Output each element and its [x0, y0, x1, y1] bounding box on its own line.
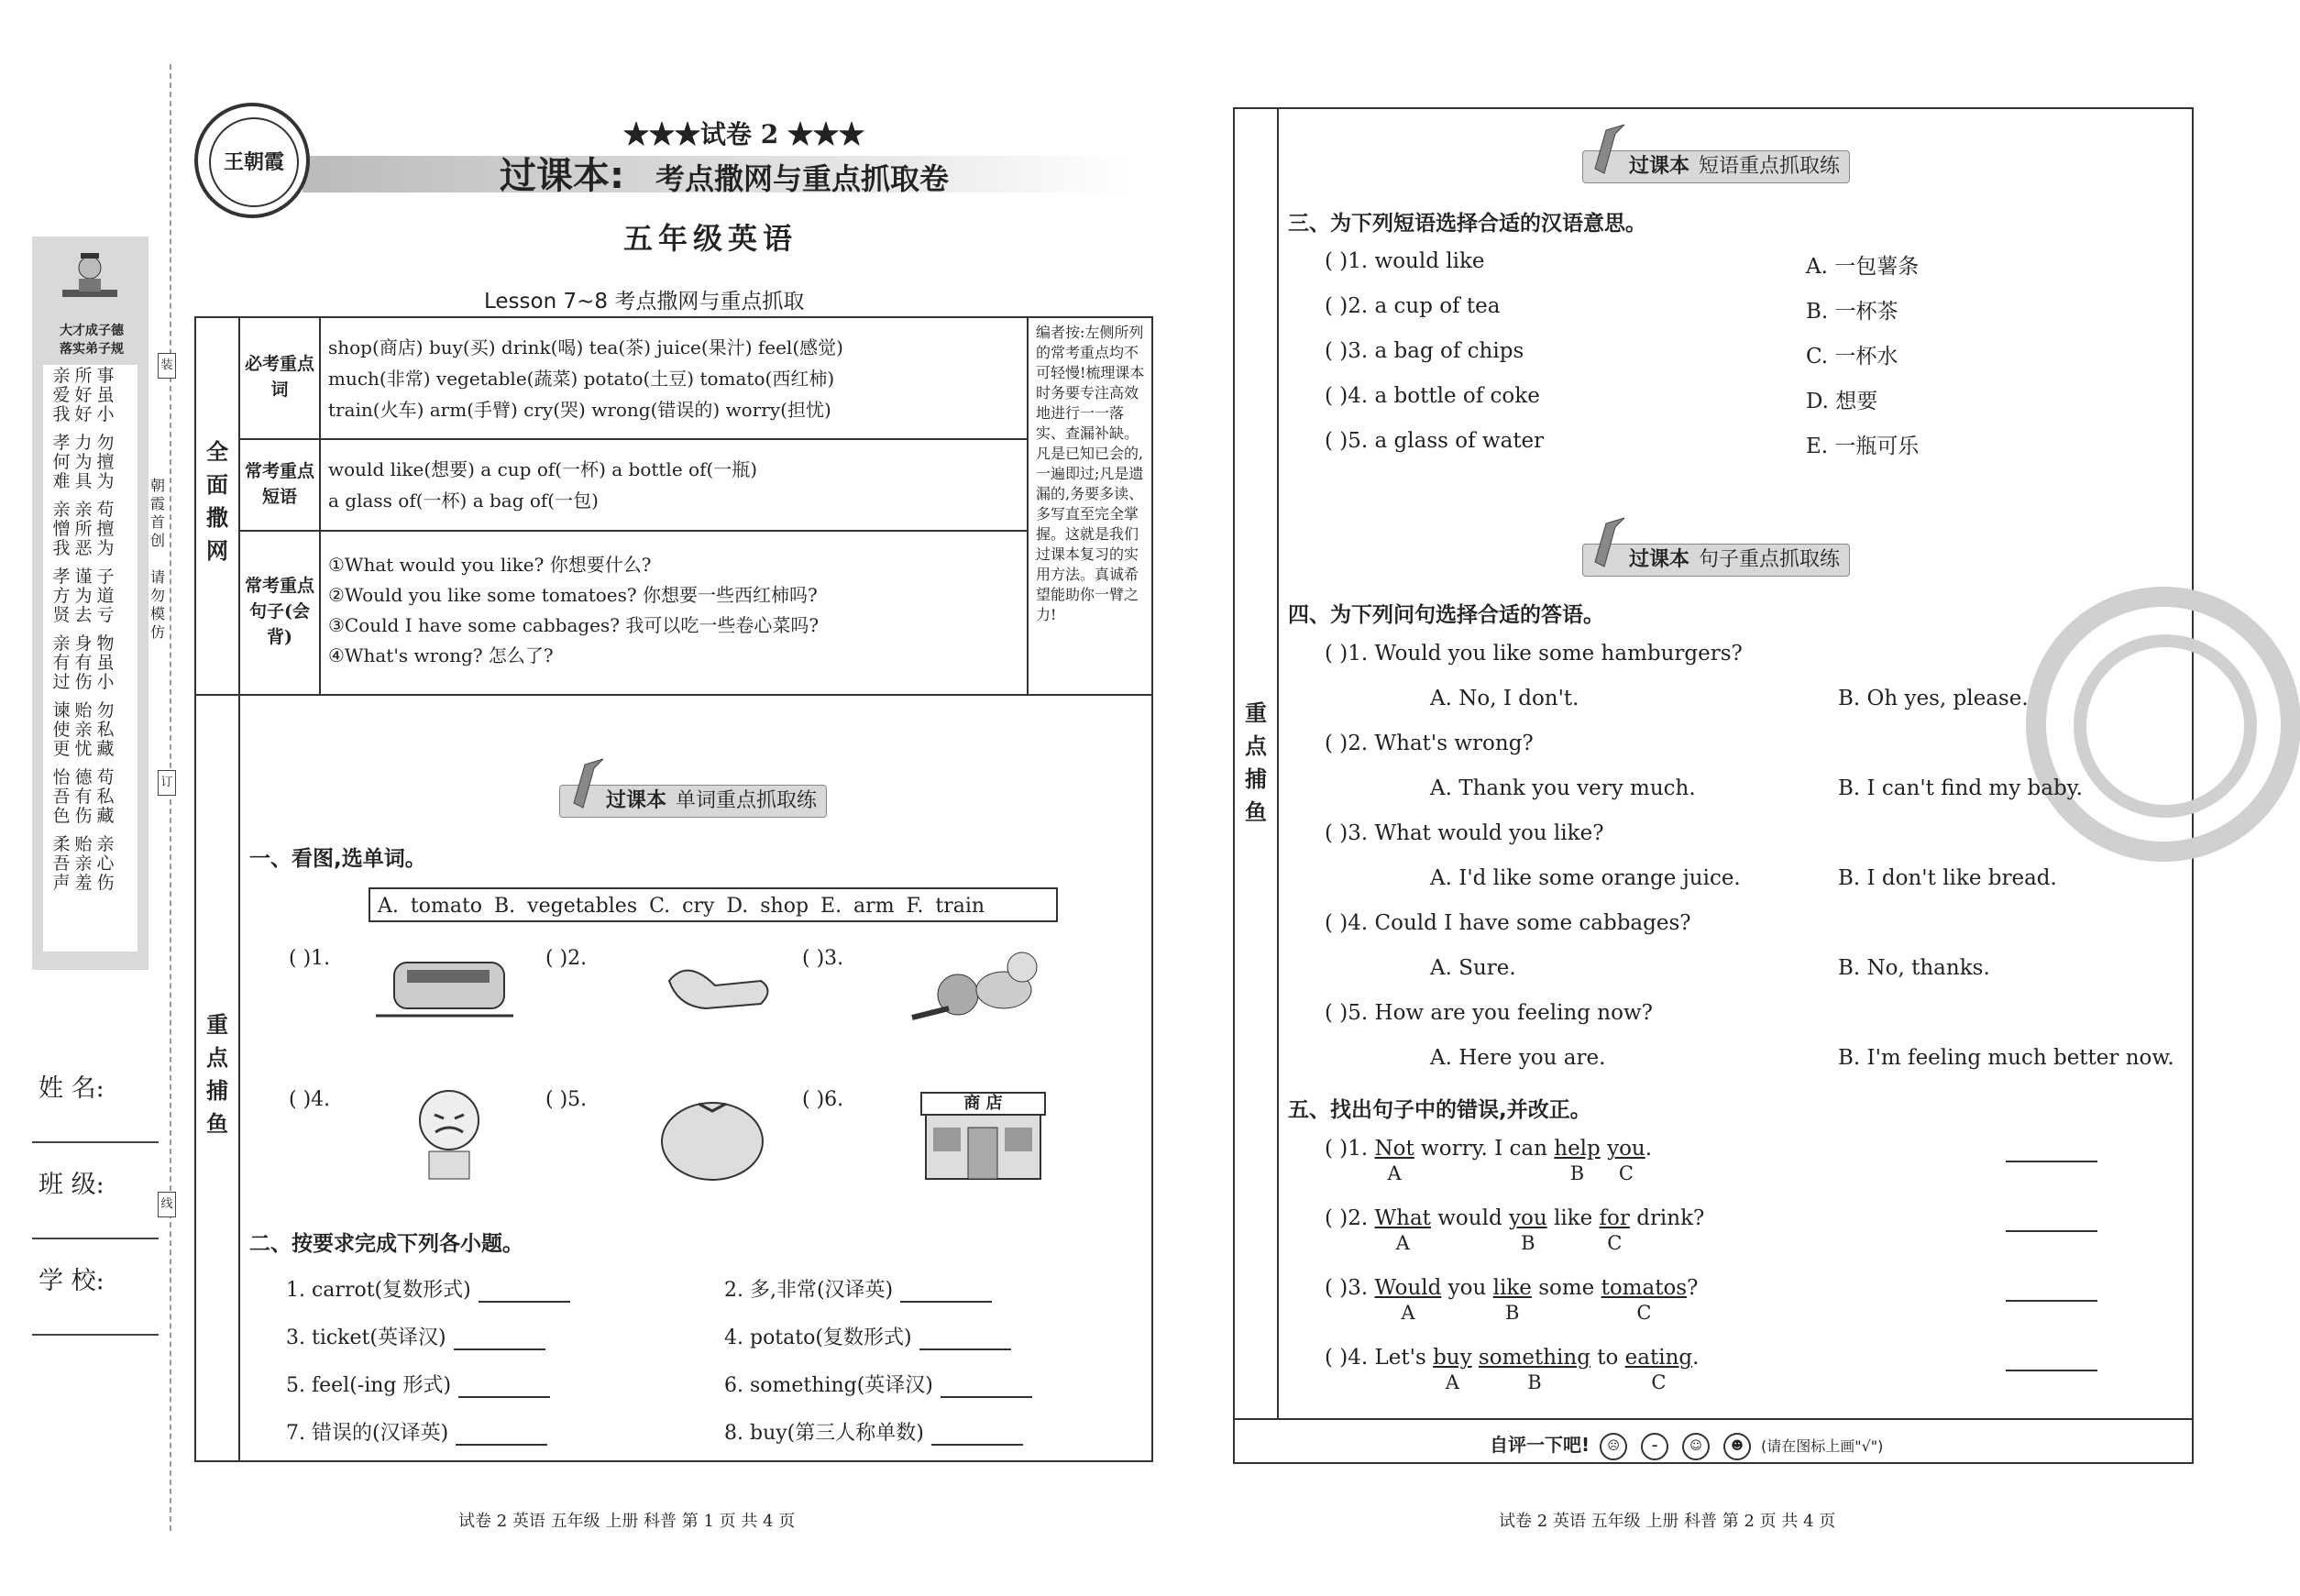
- poem-char: 贻: [74, 700, 93, 721]
- section-1-title: 一、看图,选单词。: [249, 847, 426, 871]
- sentence-question: ( )3. What would you like?: [1325, 821, 1604, 845]
- poem-char: 孝: [52, 567, 71, 587]
- poem-char: 憎: [52, 519, 71, 539]
- practice-header-sentences: 过课本 句子重点抓取练: [1582, 544, 1850, 577]
- binding-dash-line: [170, 64, 171, 1531]
- poem-char: 虽: [96, 385, 115, 405]
- error-letter: A: [1395, 1232, 1410, 1254]
- practice-header-phrases: 过课本 短语重点抓取练: [1582, 150, 1850, 183]
- poem-char: 勿: [96, 433, 115, 453]
- answer-blank[interactable]: [931, 1444, 1023, 1446]
- shop-sign: 商 店: [963, 1094, 1003, 1113]
- poem-char: 去: [74, 605, 93, 625]
- crying-boy-picture-icon: [403, 1082, 495, 1186]
- phrase-question: ( )2. a cup of tea: [1325, 294, 1501, 318]
- task-2: 2. 多,非常(汉译英): [724, 1274, 992, 1303]
- name-field[interactable]: [32, 1141, 159, 1143]
- poem-char: 贻: [74, 834, 93, 854]
- section-5-title: 五、找出句子中的错误,并改正。: [1288, 1098, 1591, 1122]
- poem-char: 有: [74, 653, 93, 673]
- poem-char: 藏: [96, 739, 115, 759]
- answer-blank[interactable]: [900, 1301, 992, 1303]
- poem-char: 亏: [96, 605, 115, 625]
- poem-char: 道: [96, 586, 115, 606]
- poem-char: 伤: [96, 873, 115, 893]
- answer-option-b: B. I'm feeling much better now.: [1838, 1046, 2174, 1070]
- poem-char: 私: [96, 787, 115, 807]
- smile-face-icon[interactable]: ☺: [1682, 1433, 1710, 1460]
- task-1: 1. carrot(复数形式): [286, 1274, 570, 1303]
- sentence-question: ( )5. How are you feeling now?: [1325, 1001, 1653, 1025]
- pic-question-6: ( )6.: [802, 1088, 844, 1111]
- poem-char: 谨: [74, 567, 93, 587]
- section-2-title: 二、按要求完成下列各小题。: [249, 1232, 523, 1256]
- poem-char: 羞: [74, 873, 93, 893]
- page2-footer: 试卷 2 英语 五年级 上册 科普 第 2 页 共 4 页: [1499, 1512, 1836, 1531]
- error-letter: A: [1387, 1162, 1402, 1184]
- poem-char: 藏: [96, 806, 115, 826]
- phrase-option: C. 一杯水: [1806, 345, 1898, 369]
- error-sentence: ( )2. What A would you B like for C drink?: [1325, 1206, 1705, 1254]
- sad-face-icon[interactable]: ☹: [1600, 1433, 1627, 1460]
- poem-char: 使: [52, 720, 71, 740]
- poem-char: 好: [74, 404, 93, 424]
- word-options: A. tomato B. vegetables C. cry D. shop E. arm F. train: [369, 887, 1058, 922]
- poem-char: 爱: [52, 385, 71, 405]
- task-8: 8. buy(第三人称单数): [724, 1417, 1023, 1446]
- answer-option-a: A. Sure.: [1430, 956, 1516, 980]
- scholar-figure-icon: [53, 248, 127, 312]
- page-subtitle: 考点撒网与重点抓取卷: [655, 161, 950, 196]
- horn-icon: [1588, 516, 1634, 575]
- train-picture-icon: [376, 944, 513, 1030]
- shop-picture-icon: [917, 1091, 1050, 1183]
- horn-icon: [1588, 123, 1634, 182]
- page-title: 过课本:: [500, 155, 624, 197]
- watermark-stamp: [2026, 587, 2300, 862]
- phrase-option: E. 一瓶可乐: [1806, 435, 1920, 458]
- task-7: 7. 错误的(汉译英): [286, 1417, 547, 1446]
- phrase-option: A. 一包薯条: [1806, 255, 1920, 279]
- poem-char: 亲: [74, 500, 93, 520]
- poem-char: 所: [74, 519, 93, 539]
- answer-blank[interactable]: [458, 1396, 550, 1398]
- class-field[interactable]: [32, 1238, 159, 1239]
- sentence-question: ( )2. What's wrong?: [1325, 732, 1534, 755]
- poem-char: 事: [96, 366, 115, 386]
- poem-char: 子: [96, 567, 115, 587]
- error-letter: C: [1607, 1232, 1623, 1254]
- poem-char: 何: [52, 452, 71, 472]
- editor-note: 编者按:左侧所列的常考重点均不可轻慢!梳理课本时务要专注高效地进行一一落实、查漏补缺。凡是已知已会的,一遍即过;凡是遗漏的,务要多读、多写直至完全掌握。这就是我们过课本复习的实用方法。真诚希望能助你一臂之力!: [1036, 324, 1145, 623]
- answer-blank[interactable]: [919, 1348, 1011, 1350]
- key-sentences-label: 常考重点句子(会背): [244, 576, 314, 647]
- poem-char: 心: [96, 853, 115, 874]
- answer-blank[interactable]: [479, 1301, 570, 1303]
- poem-char: 贤: [52, 605, 71, 625]
- cut-mark-mid: 订: [158, 770, 176, 796]
- poem-char: 所: [74, 366, 93, 386]
- pic-question-5: ( )5.: [545, 1088, 588, 1111]
- correction-blank[interactable]: [2006, 1161, 2097, 1162]
- phrase-option: B. 一杯茶: [1806, 300, 1898, 324]
- answer-option-a: A. Thank you very much.: [1430, 776, 1696, 800]
- key-phrases-list: would like(想要) a cup of(一杯) a bottle of(一瓶) a glass of(一杯) a bag of(一包): [328, 458, 758, 512]
- poem-char: 德: [74, 767, 93, 787]
- correction-blank[interactable]: [2006, 1300, 2097, 1302]
- error-letter: A: [1445, 1371, 1459, 1393]
- tomato-picture-icon: [653, 1091, 772, 1186]
- error-letter: B: [1527, 1371, 1542, 1393]
- pic-question-1: ( )1.: [289, 947, 331, 970]
- poem-char: 擅: [96, 452, 115, 472]
- class-label: 班 级:: [39, 1171, 105, 1199]
- task-4: 4. potato(复数形式): [724, 1322, 1011, 1350]
- pic-question-3: ( )3.: [802, 947, 844, 970]
- answer-option-a: A. No, I don't.: [1430, 687, 1579, 710]
- answer-option-b: B. Oh yes, please.: [1838, 687, 2029, 710]
- brand-logo: 王朝霞: [194, 103, 310, 218]
- grade-subject: 五年级英语: [623, 221, 798, 256]
- poem-char: 亲: [52, 366, 71, 386]
- answer-blank[interactable]: [941, 1396, 1032, 1398]
- poem-char: 为: [74, 586, 93, 606]
- poem-char: 亲: [74, 720, 93, 740]
- phrase-question: ( )3. a bag of chips: [1325, 339, 1524, 363]
- poem-char: 勿: [96, 700, 115, 721]
- answer-option-b: B. No, thanks.: [1838, 956, 1990, 980]
- poem-char: 忧: [74, 739, 93, 759]
- section-3-title: 三、为下列短语选择合适的汉语意思。: [1288, 212, 1646, 236]
- error-letter: B: [1505, 1302, 1520, 1324]
- vegetables-picture-icon: [903, 944, 1054, 1040]
- task-5: 5. feel(-ing 形式): [286, 1370, 550, 1398]
- error-letter: B: [1521, 1232, 1535, 1254]
- poem-char: 谏: [52, 700, 71, 721]
- side-note-no-copy: 请勿模仿: [149, 568, 165, 641]
- self-evaluation: 自评一下吧! ☹ – ☺ ☻ (请在图标上画"√"): [1490, 1430, 1883, 1460]
- poem-char: 吾: [52, 853, 71, 874]
- poem-char: 过: [52, 672, 71, 692]
- error-letter: C: [1636, 1302, 1652, 1324]
- poem-char: 小: [96, 672, 115, 692]
- error-sentence: ( )1. Not A worry. I can help B you C .: [1325, 1137, 1653, 1184]
- poem-char: 身: [74, 633, 93, 654]
- sidebar-motto: 大才成子德 落实弟子规: [60, 324, 124, 357]
- poem-char: 我: [52, 404, 71, 424]
- cut-mark-top: 装: [158, 353, 176, 379]
- poem-char: 私: [96, 720, 115, 740]
- correction-blank[interactable]: [2006, 1230, 2097, 1232]
- error-letter: A: [1401, 1302, 1415, 1324]
- page1-footer: 试卷 2 英语 五年级 上册 科普 第 1 页 共 4 页: [458, 1512, 796, 1531]
- happy-face-icon[interactable]: ☻: [1723, 1433, 1751, 1460]
- error-letter: C: [1618, 1162, 1634, 1184]
- poem-char: 更: [52, 739, 71, 759]
- school-label: 学 校:: [39, 1267, 105, 1295]
- poem-char: 亲: [74, 853, 93, 874]
- poem-char: 苟: [96, 500, 115, 520]
- school-field[interactable]: [32, 1334, 159, 1336]
- side-note-original: 朝霞首创: [149, 477, 165, 549]
- poem-char: 好: [74, 385, 93, 405]
- lesson-heading: Lesson 7~8 考点撒网与重点抓取: [484, 290, 805, 314]
- horn-icon: [567, 757, 612, 816]
- answer-option-b: B. I can't find my baby.: [1838, 776, 2083, 800]
- poem-char: 伤: [74, 672, 93, 692]
- key-phrases-label: 常考重点短语: [244, 461, 314, 507]
- poem-char: 为: [96, 471, 115, 491]
- error-sentence: ( )3. Would A you like B some tomatos C ?: [1325, 1276, 1699, 1324]
- section-4-title: 四、为下列问句选择合适的答语。: [1288, 603, 1604, 627]
- key-words-list: shop(商店) buy(买) drink(喝) tea(茶) juice(果汁) feel(感觉) much(非常) vegetable(蔬菜) potato(土豆) tomato(西红柿) train(火车) arm(手臂) cry(哭) wrong(错误的) worry(担忧): [328, 336, 843, 421]
- poem-char: 具: [74, 471, 93, 491]
- pic-question-4: ( )4.: [289, 1088, 331, 1111]
- poem-char: 色: [52, 806, 71, 826]
- task-6: 6. something(英译汉): [724, 1370, 1032, 1398]
- answer-blank[interactable]: [456, 1444, 547, 1446]
- poem-char: 恶: [74, 538, 93, 558]
- poem-char: 柔: [52, 834, 71, 854]
- answer-option-a: A. I'd like some orange juice.: [1430, 866, 1741, 890]
- poem-char: 怡: [52, 767, 71, 787]
- poem-char: 虽: [96, 653, 115, 673]
- poem-char: 小: [96, 404, 115, 424]
- sentence-question: ( )4. Could I have some cabbages?: [1325, 911, 1691, 935]
- sentence-question: ( )1. Would you like some hamburgers?: [1325, 642, 1743, 666]
- paper-number: ★★★试卷 2 ★★★: [623, 119, 864, 149]
- poem-char: 亲: [52, 633, 71, 654]
- name-label: 姓 名:: [39, 1074, 105, 1103]
- poem-char: 亲: [96, 834, 115, 854]
- poem-char: 为: [74, 452, 93, 472]
- poem-char: 方: [52, 586, 71, 606]
- poem-char: 力: [74, 433, 93, 453]
- practice-header-words: 过课本 单词重点抓取练: [559, 785, 827, 818]
- poem-char: 我: [52, 538, 71, 558]
- poem-char: 擅: [96, 519, 115, 539]
- poem-char: 吾: [52, 787, 71, 807]
- phrase-option: D. 想要: [1806, 390, 1878, 413]
- pic-question-2: ( )2.: [545, 947, 588, 970]
- phrase-question: ( )4. a bottle of coke: [1325, 384, 1540, 408]
- poem-char: 伤: [74, 806, 93, 826]
- answer-option-b: B. I don't like bread.: [1838, 866, 2057, 890]
- answer-blank[interactable]: [454, 1348, 545, 1350]
- poem-char: 难: [52, 471, 71, 491]
- poem-char: 声: [52, 873, 71, 893]
- poem-char: 亲: [52, 500, 71, 520]
- error-letter: C: [1651, 1371, 1667, 1393]
- error-letter: B: [1569, 1162, 1585, 1184]
- error-sentence: ( )4. Let's buy A something B to eating C .: [1325, 1346, 1700, 1393]
- sidebar-poem: [50, 367, 116, 902]
- neutral-face-icon[interactable]: –: [1641, 1433, 1668, 1460]
- section-label-overview: 全 面 撒 网: [206, 438, 228, 564]
- arm-picture-icon: [660, 953, 779, 1021]
- poem-char: 物: [96, 633, 115, 654]
- section-label-focus: 重 点 捕 鱼: [206, 1011, 228, 1137]
- poem-char: 苟: [96, 767, 115, 787]
- answer-option-a: A. Here you are.: [1430, 1046, 1606, 1070]
- poem-char: 有: [52, 653, 71, 673]
- phrase-question: ( )5. a glass of water: [1325, 429, 1545, 453]
- section-label-page2: 重 点 捕 鱼: [1245, 699, 1267, 825]
- cut-mark-bottom: 线: [158, 1192, 176, 1217]
- poem-char: 有: [74, 787, 93, 807]
- key-words-label: 必考重点词: [244, 354, 314, 400]
- phrase-question: ( )1. would like: [1325, 249, 1485, 273]
- correction-blank[interactable]: [2006, 1370, 2097, 1371]
- task-3: 3. ticket(英译汉): [286, 1322, 545, 1350]
- poem-char: 孝: [52, 433, 71, 453]
- key-sentences-list: ①What would you like? 你想要什么? ②Would you like some tomatoes? 你想要一些西红柿吗? ③Could I have some cabbages? 我可以吃一些卷心菜吗? ④What's wrong? 怎么了?: [328, 554, 820, 666]
- poem-char: 为: [96, 538, 115, 558]
